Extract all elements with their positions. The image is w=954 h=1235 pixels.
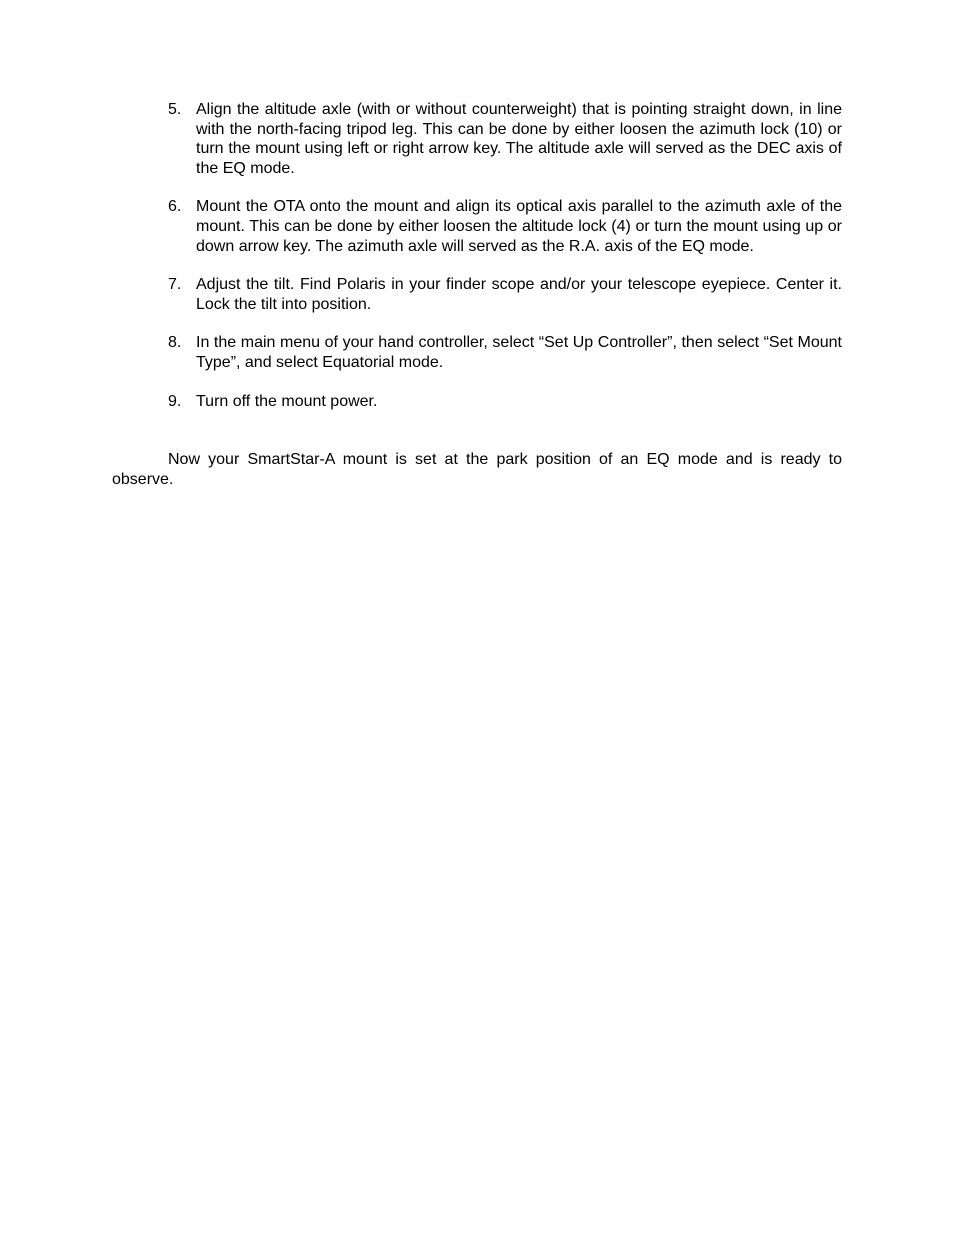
step-9 (168, 392, 842, 412)
step-text: Mount the OTA onto the mount and align its optical axis parallel to the azimuth axle of the mount. This can be done by either loosen the altitude lock (4) or turn the mount using up or down arrow key. The azimuth axle will served as the R.A. axis of the EQ mode. (196, 198, 842, 255)
step-6 (168, 197, 842, 256)
step-number: 5. (168, 101, 182, 118)
step-7 (168, 275, 842, 314)
step-number: 9. (168, 392, 182, 410)
step-5 (168, 100, 842, 178)
setup-steps-list (168, 100, 842, 430)
step-text: Adjust the tilt. Find Polaris in your finder scope and/or your telescope eyepiece. Center it. Lock the tilt into position. (196, 276, 842, 313)
step-number: 7. (168, 276, 182, 294)
closing-paragraph: Now your SmartStar-A mount is set at the park position of an EQ mode and is ready to observe. (112, 451, 842, 488)
step-number: 6. (168, 198, 182, 216)
step-number: 8. (168, 334, 182, 352)
step-text: In the main menu of your hand controller, select “Set Up Controller”, then select “Set Mount Type”, and select Equatorial mode. (196, 334, 842, 371)
step-text: Align the altitude axle (with or without counterweight) that is pointing straight down, in line with the north-facing tripod leg. This can be done by either loosen the azimuth lock (10) or turn the mount using left or right arrow key. The altitude axle will served as the DEC axis of the EQ mode. (196, 101, 842, 177)
step-text: Turn off the mount power. (196, 392, 378, 410)
step-8 (168, 333, 842, 372)
